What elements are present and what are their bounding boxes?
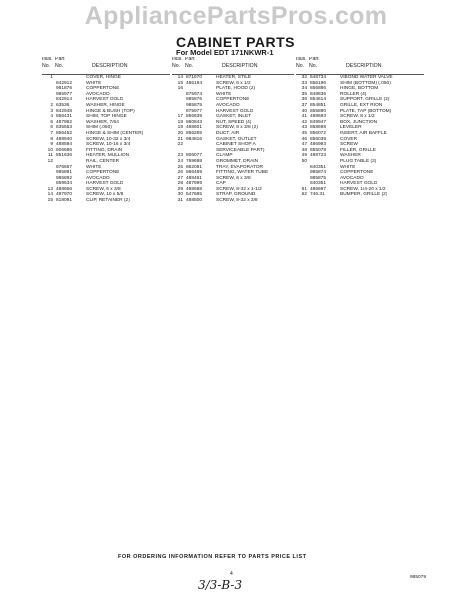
part-description: CLIP, RETAINER (2) bbox=[86, 198, 130, 204]
illus-number: 3 bbox=[50, 108, 53, 114]
part-description: HINGE & BUSH (TOP) bbox=[86, 108, 135, 114]
part-number: 835553 bbox=[56, 125, 73, 131]
illus-number: 7 bbox=[50, 130, 53, 136]
part-number: 488601 bbox=[186, 125, 203, 131]
part-number: 862081 bbox=[186, 164, 203, 170]
part-description: SCREW, 8-32 x 1-1/2 bbox=[216, 186, 262, 192]
part-number: 842912 bbox=[56, 80, 73, 86]
part-number: 806686 bbox=[56, 147, 73, 153]
page-mark: 4 bbox=[230, 571, 233, 577]
part-row bbox=[296, 192, 424, 198]
illus-number: 43 bbox=[301, 125, 307, 131]
part-description: SCREW, 10-16 x 3/4 bbox=[86, 142, 131, 148]
part-number: 985892 bbox=[56, 175, 73, 181]
illus-number: 9 bbox=[50, 142, 53, 148]
illus-number: 19 bbox=[177, 125, 183, 131]
illus-number: 61 bbox=[301, 186, 307, 192]
part-description: BOX, JUNCTION bbox=[340, 119, 378, 125]
part-description: GRILLE, EXT RION bbox=[340, 102, 383, 108]
part-description: WASHER, 7/64 bbox=[86, 119, 119, 125]
part-description: SCREW, 10-32 x 3/4 bbox=[86, 136, 131, 142]
illus-number: 31 bbox=[177, 198, 183, 204]
parts-list bbox=[172, 75, 294, 204]
illus-number: 37 bbox=[301, 102, 307, 108]
part-number: 746.31 bbox=[310, 192, 325, 198]
part-description: PLUG TABLE (2) bbox=[340, 158, 377, 164]
part-number: 871670 bbox=[186, 75, 203, 80]
illus-number: 8 bbox=[50, 136, 53, 142]
column-header bbox=[172, 57, 294, 75]
part-number: 856639 bbox=[186, 114, 203, 120]
header-illus: Illus. bbox=[42, 57, 53, 62]
illus-number: 26 bbox=[177, 170, 183, 176]
part-description: GASKET, INLET bbox=[216, 114, 252, 120]
part-description: SCREW, 1/4-20 x 1/2 bbox=[340, 186, 386, 192]
illus-number: 15 bbox=[177, 80, 183, 86]
part-number: 806077 bbox=[186, 153, 203, 159]
ordering-note: FOR ORDERING INFORMATION REFER TO PARTS PRICE LIST bbox=[118, 554, 307, 560]
part-number: 856265 bbox=[186, 130, 203, 136]
header-description: DESCRIPTION bbox=[346, 63, 382, 69]
part-number: 856431 bbox=[56, 114, 73, 120]
part-description: TRAY, EVAPORATOR bbox=[216, 164, 264, 170]
header-no: No. bbox=[172, 63, 181, 69]
part-description: SCREW, 8-32 x 3/8 bbox=[216, 198, 258, 204]
part-number: 498723 bbox=[310, 153, 327, 159]
part-number: 488500 bbox=[186, 198, 203, 204]
part-description: STRAP, GROUND bbox=[216, 192, 256, 198]
part-number: 859634 bbox=[56, 181, 73, 187]
header-illus: Illus. bbox=[296, 57, 307, 62]
part-number: 486993 bbox=[310, 142, 327, 148]
part-description: HARVEST GOLD bbox=[340, 181, 378, 187]
part-description: COVER bbox=[340, 136, 358, 142]
parts-list bbox=[296, 75, 424, 198]
part-description: GROMMET, DRAIN bbox=[216, 158, 259, 164]
part-description: PLATE, HOOD (2) bbox=[216, 86, 256, 92]
part-number: 876667 bbox=[56, 164, 73, 170]
illus-number: 46 bbox=[301, 136, 307, 142]
part-description: COPPERTONE bbox=[86, 170, 120, 176]
part-description: SCREW, 6 x 1/2 bbox=[216, 80, 251, 86]
part-number: 860843 bbox=[186, 119, 203, 125]
part-row bbox=[42, 198, 170, 204]
part-number: 488461 bbox=[186, 175, 203, 181]
part-description: SCREW, 10 x 5/8 bbox=[86, 192, 124, 198]
illus-number: 2 bbox=[50, 102, 53, 108]
illus-number: 45 bbox=[301, 130, 307, 136]
header-no: No. bbox=[185, 63, 194, 69]
illus-number: 62 bbox=[301, 192, 307, 198]
part-number: 769698 bbox=[186, 158, 203, 164]
part-description: INSERT, AIR BAFFLE bbox=[340, 130, 387, 136]
site-watermark: AppliancePartsPros.com bbox=[84, 2, 388, 30]
part-number: 548734 bbox=[310, 75, 327, 80]
column-header bbox=[296, 57, 424, 75]
part-description: WASHER bbox=[340, 153, 361, 159]
part-description: AVOCADO bbox=[86, 175, 110, 181]
part-number: 486194 bbox=[186, 80, 203, 86]
part-number: 842948 bbox=[56, 108, 73, 114]
part-number: 981876 bbox=[56, 86, 73, 92]
parts-column-1 bbox=[42, 57, 170, 293]
part-description: SCREW, 8 x 1/2 bbox=[340, 114, 375, 120]
part-number: 842914 bbox=[56, 97, 73, 103]
parts-list bbox=[42, 75, 170, 204]
illus-number: 32 bbox=[301, 75, 307, 80]
part-description: COPPERTONE bbox=[86, 86, 120, 92]
part-description: HEATER, STILE bbox=[216, 75, 252, 80]
illus-number: 5 bbox=[50, 119, 53, 125]
part-description: BUMPER, GRILLE (2) bbox=[340, 192, 388, 198]
part-description: CABINET SHOP A bbox=[216, 142, 256, 148]
part-description: PLATE, TAP (BOTTOM) bbox=[340, 108, 392, 114]
illus-number: 23 bbox=[177, 153, 183, 159]
part-description: HEATER, MULLION bbox=[86, 153, 130, 159]
handwritten-note: 3/3-B-3 bbox=[198, 578, 243, 592]
part-number: 498688 bbox=[186, 186, 203, 192]
header-part: Part bbox=[55, 57, 65, 62]
illus-number: 1 bbox=[50, 75, 53, 80]
part-number: 985875 bbox=[310, 175, 327, 181]
part-description: HARVEST GOLD bbox=[86, 97, 124, 103]
part-number: 985876 bbox=[186, 97, 203, 103]
part-number: 547685 bbox=[186, 192, 203, 198]
part-description: WHITE bbox=[216, 91, 232, 97]
part-number: 856886 bbox=[310, 86, 327, 92]
part-number: 856039 bbox=[310, 136, 327, 142]
part-description: FITTING, WATER TUBE bbox=[216, 170, 269, 176]
header-no: No. bbox=[296, 63, 305, 69]
illus-number: 10 bbox=[47, 147, 53, 153]
part-number: 840351 bbox=[310, 181, 327, 187]
part-description: FILLER, GRILLE bbox=[340, 147, 376, 153]
part-number: 856072 bbox=[310, 130, 327, 136]
part-description: HINGE, BOTTOM bbox=[340, 86, 379, 92]
illus-number: 34 bbox=[301, 86, 307, 92]
illus-number: 24 bbox=[177, 158, 183, 164]
document-code: 985079 bbox=[410, 575, 427, 580]
part-description: GASKET, OUTLET bbox=[216, 136, 257, 142]
illus-number: 41 bbox=[301, 114, 307, 120]
illus-number: 28 bbox=[177, 181, 183, 187]
part-description: WASHER, HINGE bbox=[86, 102, 125, 108]
part-description: CAP bbox=[216, 181, 226, 187]
part-description: WHITE bbox=[86, 164, 102, 170]
part-number: 856452 bbox=[56, 130, 73, 136]
illus-number: 35 bbox=[301, 91, 307, 97]
header-description: DESCRIPTION bbox=[92, 63, 128, 69]
illus-number: 30 bbox=[177, 192, 183, 198]
part-description: WHITE bbox=[340, 164, 356, 170]
illus-number: 25 bbox=[177, 164, 183, 170]
part-description: AVOCADO bbox=[216, 102, 240, 108]
part-number: 848836 bbox=[310, 91, 327, 97]
part-description: SCREW bbox=[340, 142, 358, 148]
part-number: 984816 bbox=[186, 136, 203, 142]
part-number: 985891 bbox=[56, 170, 73, 176]
part-number: 985977 bbox=[56, 91, 73, 97]
illus-number: 20 bbox=[177, 130, 183, 136]
page-title: CABINET PARTS bbox=[176, 34, 296, 50]
part-description: SUPPORT, GRILLE (2) bbox=[340, 97, 390, 103]
part-number: 488693 bbox=[310, 114, 327, 120]
part-description: SHIM (.050) bbox=[86, 125, 112, 131]
part-number: 855078 bbox=[310, 147, 327, 153]
part-description: SCREW, 6 x 3/8 bbox=[86, 186, 121, 192]
part-description: COPPERTONE bbox=[340, 170, 374, 176]
part-description: HARVEST GOLD bbox=[216, 108, 254, 114]
header-part: Part bbox=[309, 57, 319, 62]
illus-number: 27 bbox=[177, 175, 183, 181]
part-number: 875974 bbox=[186, 91, 203, 97]
illus-number: 12 bbox=[47, 158, 53, 164]
part-number: 488940 bbox=[56, 136, 73, 142]
part-number: 856196 bbox=[310, 80, 327, 86]
part-description: AVOCADO bbox=[340, 175, 364, 181]
part-number: 487962 bbox=[56, 119, 73, 125]
part-description: VIBOND WATER VALVE bbox=[340, 75, 393, 80]
header-illus: Illus. bbox=[172, 57, 183, 62]
illus-number: 40 bbox=[301, 108, 307, 114]
part-number: 818091 bbox=[56, 198, 73, 204]
column-header bbox=[42, 57, 170, 75]
illus-number: 14 bbox=[47, 192, 53, 198]
header-description: DESCRIPTION bbox=[222, 63, 258, 69]
part-number: 855890 bbox=[310, 108, 327, 114]
part-number: 840351 bbox=[310, 164, 327, 170]
part-description: FITTING, DRAIN bbox=[86, 147, 123, 153]
part-number: 488656 bbox=[56, 186, 73, 192]
part-description: HARVEST GOLD bbox=[86, 181, 124, 187]
illus-number: 29 bbox=[177, 186, 183, 192]
part-description: DUCT, AIR bbox=[216, 130, 240, 136]
illus-number: 42 bbox=[301, 119, 307, 125]
part-number: 851636 bbox=[56, 153, 73, 159]
illus-number: 21 bbox=[177, 136, 183, 142]
part-description: SHIM, TOP HINGE bbox=[86, 114, 127, 120]
illus-number: 4 bbox=[50, 114, 53, 120]
illus-number: 18 bbox=[177, 119, 183, 125]
illus-number: 48 bbox=[301, 147, 307, 153]
part-number: 875977 bbox=[186, 108, 203, 114]
part-number: 63536 bbox=[56, 102, 70, 108]
illus-number: 22 bbox=[177, 142, 183, 148]
parts-column-3 bbox=[296, 57, 424, 293]
part-number: 488594 bbox=[56, 142, 73, 148]
illus-number: 36 bbox=[301, 97, 307, 103]
header-no: No. bbox=[55, 63, 64, 69]
illus-number: 15 bbox=[47, 198, 53, 204]
part-row bbox=[172, 198, 294, 204]
part-number: 854614 bbox=[310, 97, 327, 103]
part-number: 487970 bbox=[56, 192, 73, 198]
part-number: 487999 bbox=[186, 181, 203, 187]
part-number: 486697 bbox=[310, 186, 327, 192]
part-description: AVOCADO bbox=[86, 91, 110, 97]
illus-number: 6 bbox=[50, 125, 53, 131]
part-description: LEVELER bbox=[340, 125, 362, 131]
illus-number: 49 bbox=[301, 153, 307, 159]
model-subtitle: For Model EDT 171NKWR-1 bbox=[176, 48, 274, 57]
part-description: COVER, HINGE bbox=[86, 75, 121, 80]
part-number: 858698 bbox=[310, 125, 327, 131]
part-number: 985875 bbox=[186, 102, 203, 108]
part-number: 849947 bbox=[310, 119, 327, 125]
part-description: SCREW, 8 x 3/8 (2) bbox=[216, 125, 258, 131]
part-description: ROLLER (4) bbox=[340, 91, 367, 97]
illus-number: 33 bbox=[301, 80, 307, 86]
part-description: SCREW, 6 x 3/8 bbox=[216, 175, 251, 181]
header-part: Part bbox=[185, 57, 195, 62]
illus-number: 47 bbox=[301, 142, 307, 148]
parts-column-2 bbox=[172, 57, 294, 293]
part-description: RAIL, CENTER bbox=[86, 158, 120, 164]
part-description: HINGE & SHIM (CENTER) bbox=[86, 130, 144, 136]
illus-number: 14 bbox=[177, 75, 183, 80]
part-description: SERVICEABLE PART) bbox=[216, 147, 265, 153]
illus-number: 16 bbox=[177, 86, 183, 92]
part-number: 985874 bbox=[310, 170, 327, 176]
part-description: SHIM (BOTTOM) (.050) bbox=[340, 80, 391, 86]
part-number: 854851 bbox=[310, 102, 327, 108]
part-description: CLAMP bbox=[216, 153, 233, 159]
header-no: No. bbox=[42, 63, 51, 69]
part-description: NUT, SPEED (4) bbox=[216, 119, 252, 125]
part-number: 866489 bbox=[186, 170, 203, 176]
part-description: WHITE bbox=[86, 80, 102, 86]
illus-number: 50 bbox=[301, 158, 307, 164]
illus-number: 17 bbox=[177, 114, 183, 120]
part-description: COPPERTONE bbox=[216, 97, 250, 103]
illus-number: 11 bbox=[48, 153, 53, 159]
illus-number: 13 bbox=[47, 186, 53, 192]
header-no: No. bbox=[309, 63, 318, 69]
